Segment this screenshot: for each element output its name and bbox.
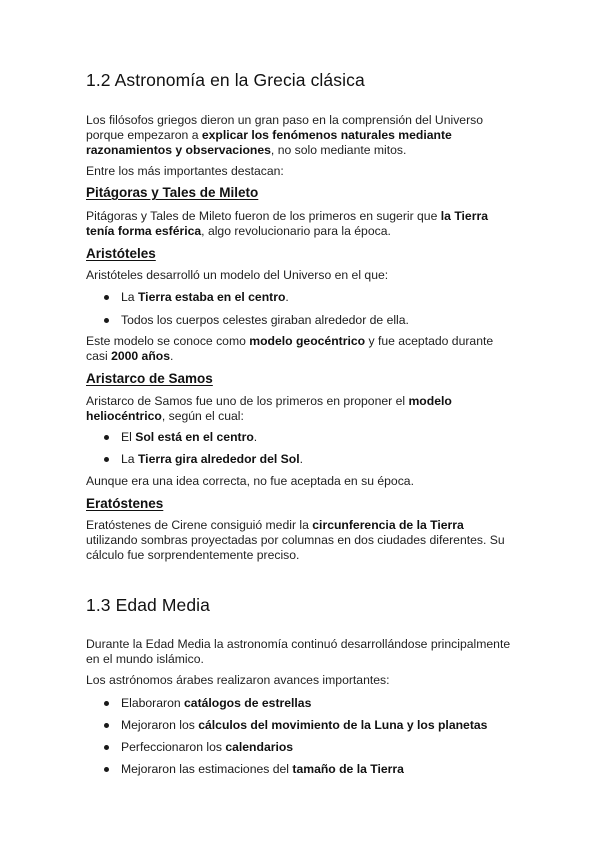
text-span: .: [170, 349, 174, 363]
text-span: utilizando sombras proyectadas por columnas en dos ciudades diferentes. Su cálculo fue sorprendentemente preciso.: [86, 533, 505, 562]
bold-span: Tierra estaba en el centro: [137, 290, 286, 304]
text-span: , algo revolucionario para la época.: [201, 224, 391, 238]
aristarco-list: [86, 430, 516, 470]
list-item-text: Todos los cuerpos celestes giraban alrededor de ella.: [121, 313, 409, 327]
bold-span: circunferencia de la Tierra: [312, 518, 464, 532]
text-span: La: [121, 452, 138, 466]
bullet-icon: [104, 295, 109, 300]
aristoteles-closing-paragraph: [86, 334, 516, 364]
middle-ages-intro2-paragraph: Los astrónomos árabes realizaron avances importantes:: [86, 673, 390, 687]
heading-aristarco: Aristarco de Samos: [86, 371, 213, 386]
bold-span: Tierra gira alrededor del Sol: [137, 452, 300, 466]
text-span: .: [299, 452, 304, 466]
text-span: Aristarco de Samos fue uno de los primeros en proponer el: [86, 394, 409, 408]
text-span: Eratóstenes de Cirene consiguió medir la: [86, 518, 313, 532]
bold-span: modelo heliocéntrico: [86, 394, 452, 423]
aristarco-paragraph: [86, 394, 516, 424]
bullet-icon: [104, 745, 109, 750]
section-title-greece: 1.2 Astronomía en la Grecia clásica: [86, 70, 365, 90]
heading-pitagoras: Pitágoras y Tales de Mileto: [86, 185, 259, 200]
text-span: Elaboraron: [121, 696, 185, 710]
bold-span: tamaño de la Tierra: [292, 762, 404, 776]
bold-span: explicar los fenómenos naturales mediante razonamientos y observaciones: [86, 128, 452, 157]
text-span: y fue aceptado durante casi: [86, 334, 494, 363]
bold-span: la Tierra tenía forma esférica: [86, 209, 488, 238]
bold-span: calendarios: [225, 740, 294, 754]
text-span: Los filósofos griegos dieron un gran paso en la comprensión del Universo porque empezaron a: [86, 113, 484, 142]
bullet-icon: [104, 318, 109, 323]
text-span: Mejoraron los: [121, 718, 199, 732]
heading-eratostenes: Eratóstenes: [86, 496, 164, 511]
greece-intro-paragraph: [86, 113, 516, 158]
middle-ages-intro-paragraph: Durante la Edad Media la astronomía continuó desarrollándose principalmente en el mundo islámico.: [86, 637, 511, 666]
bullet-icon: [104, 701, 109, 706]
text-span: Mejoraron las estimaciones del: [121, 762, 293, 776]
bold-span: 2000 años: [111, 349, 171, 363]
aristoteles-paragraph: Aristóteles desarrolló un modelo del Universo en el que:: [86, 268, 389, 282]
text-span: Perfeccionaron los: [121, 740, 226, 754]
bold-span: modelo geocéntrico: [249, 334, 366, 348]
pitagoras-paragraph: [86, 209, 516, 239]
text-span: .: [253, 430, 258, 444]
text-span: .: [285, 290, 289, 304]
heading-aristoteles: Aristóteles: [86, 246, 156, 261]
aristarco-closing-paragraph: Aunque era una idea correcta, no fue aceptada en su época.: [86, 474, 414, 488]
bullet-icon: [104, 435, 109, 440]
bullet-icon: [104, 457, 109, 462]
text-span: El: [121, 430, 136, 444]
bold-span: catálogos de estrellas: [184, 696, 312, 710]
text-span: , según el cual:: [161, 409, 244, 423]
bold-span: Sol está en el centro: [135, 430, 254, 444]
text-span: Pitágoras y Tales de Mileto fueron de los primeros en sugerir que: [86, 209, 441, 223]
bullet-icon: [104, 767, 109, 772]
text-span: Este modelo se conoce como: [86, 334, 250, 348]
text-span: La: [121, 290, 138, 304]
text-span: , no solo mediante mitos.: [270, 143, 407, 157]
middle-ages-list: [86, 696, 516, 786]
section-title-middle-ages: 1.3 Edad Media: [86, 595, 210, 615]
eratostenes-paragraph: [86, 518, 516, 563]
bullet-icon: [104, 723, 109, 728]
greece-intro2-paragraph: Entre los más importantes destacan:: [86, 164, 284, 178]
aristoteles-list: [86, 290, 516, 330]
bold-span: cálculos del movimiento de la Luna y los planetas: [198, 718, 488, 732]
